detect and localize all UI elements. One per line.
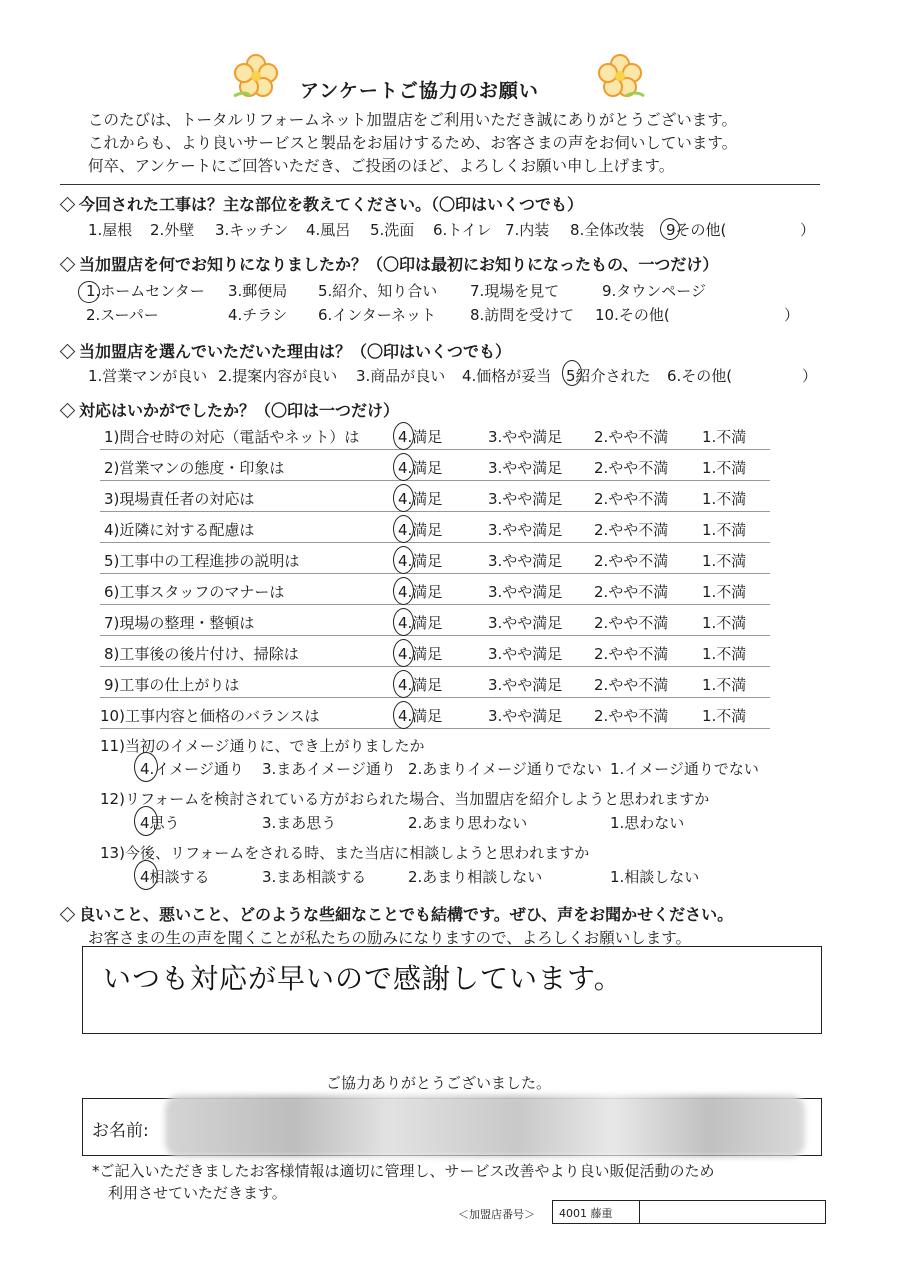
rating-option[interactable]: 3.やや満足 (488, 459, 563, 477)
question-reason: 当加盟店を選んでいただいた理由は？（〇印はいくつでも） (60, 339, 511, 362)
q2-option-other-close: ） (784, 306, 800, 324)
satisfaction-item: 8)工事後の後片付け、掃除は (104, 645, 299, 663)
q12-option[interactable]: 4思う (140, 814, 180, 832)
rating-option[interactable]: 1.不満 (702, 645, 747, 663)
rating-option[interactable]: 2.やや不満 (594, 645, 669, 663)
satisfaction-item: 2)営業マンの態度・印象は (104, 459, 285, 477)
q3-option[interactable]: 1.営業マンが良い (88, 367, 208, 385)
rating-option[interactable]: 4.満足 (398, 614, 443, 632)
satisfaction-item: 5)工事中の工程進捗の説明は (104, 552, 300, 570)
satisfaction-item: 6)工事スタッフのマナーは (104, 583, 285, 601)
diamond-bullet-icon (60, 907, 76, 923)
selected-circle-mark (134, 806, 158, 836)
q13-option[interactable]: 2.あまり相談しない (408, 868, 543, 886)
q2-option[interactable]: 2.スーパー (86, 306, 159, 324)
q1-option[interactable]: 1.屋根 (88, 221, 133, 239)
question-image-match: 11)当初のイメージ通りに、でき上がりましたか (100, 737, 425, 755)
rating-option[interactable]: 3.やや満足 (488, 614, 563, 632)
rating-option[interactable]: 2.やや不満 (594, 521, 669, 539)
page-title: アンケートご協力のお願い (300, 80, 539, 102)
row-divider (100, 728, 770, 729)
selected-circle-mark (660, 218, 680, 240)
selected-circle-mark (393, 701, 414, 729)
name-label: お名前: (92, 1121, 149, 1141)
q2-option[interactable]: 8.訪問を受けて (470, 306, 575, 324)
q3-option[interactable]: 4.価格が妥当 (462, 367, 552, 385)
rating-option[interactable]: 3.やや満足 (488, 428, 563, 446)
row-divider (100, 480, 770, 481)
satisfaction-item: 9)工事の仕上がりは (104, 676, 240, 694)
row-divider (100, 666, 770, 667)
row-divider (100, 542, 770, 543)
q12-option[interactable]: 3.まあ思う (262, 814, 337, 832)
q3-option[interactable]: 3.商品が良い (356, 367, 446, 385)
name-redacted (165, 1095, 805, 1157)
thanks-text: ご協力ありがとうございました。 (326, 1074, 552, 1092)
q2-option[interactable]: 4.チラシ (228, 306, 288, 324)
intro-line-1: このたびは、トータルリフォームネット加盟店をご利用いただき誠にありがとうございます。 (88, 111, 737, 129)
q11-option[interactable]: 1.イメージ通りでない (610, 760, 759, 778)
member-box-divider (639, 1201, 640, 1223)
satisfaction-item: 10)工事内容と価格のバランスは (100, 707, 320, 725)
row-divider (100, 635, 770, 636)
q1-option[interactable]: 8.全体改装 (570, 221, 645, 239)
q1-option[interactable]: 7.内装 (505, 221, 550, 239)
member-label: ＜加盟店番号＞ (458, 1208, 535, 1221)
q2-option[interactable]: 5.紹介、知り合い (318, 282, 438, 300)
rating-option[interactable]: 4.満足 (398, 676, 443, 694)
rating-option[interactable]: 2.やや不満 (594, 583, 669, 601)
row-divider (100, 573, 770, 574)
rating-option[interactable]: 1.不満 (702, 459, 747, 477)
q11-option[interactable]: 4.イメージ通り (140, 760, 244, 778)
selected-circle-mark (134, 860, 158, 890)
handwritten-comment: いつも対応が早いので感謝しています。 (103, 962, 623, 995)
rating-option[interactable]: 4.満足 (398, 428, 443, 446)
rating-option[interactable]: 1.不満 (702, 676, 747, 694)
q1-option-other[interactable]: 9その他( (666, 221, 727, 239)
privacy-note-line-1: *ご記入いただきましたお客様情報は適切に管理し、サービス改善やより良い販促活動のため (92, 1162, 715, 1180)
rating-option[interactable]: 4.満足 (398, 552, 443, 570)
rating-option[interactable]: 2.やや不満 (594, 707, 669, 725)
selected-circle-mark (78, 281, 100, 303)
q3-option[interactable]: 2.提案内容が良い (218, 367, 338, 385)
row-divider (100, 511, 770, 512)
selected-circle-mark (393, 639, 414, 667)
q12-option[interactable]: 2.あまり思わない (408, 814, 528, 832)
rating-option[interactable]: 4.満足 (398, 583, 443, 601)
row-divider (100, 697, 770, 698)
rating-option[interactable]: 3.やや満足 (488, 552, 563, 570)
q2-option[interactable]: 7.現場を見て (470, 282, 560, 300)
rating-option[interactable]: 2.やや不満 (594, 614, 669, 632)
selected-circle-mark (393, 422, 414, 450)
q3-option-other-close: ） (802, 367, 818, 385)
diamond-bullet-icon (60, 344, 76, 360)
q2-option[interactable]: 3.郵便局 (228, 282, 288, 300)
rating-option[interactable]: 3.やや満足 (488, 490, 563, 508)
rating-option[interactable]: 2.やや不満 (594, 676, 669, 694)
selected-circle-mark (393, 670, 414, 698)
satisfaction-item: 4)近隣に対する配慮は (104, 521, 255, 539)
rating-option[interactable]: 4.満足 (398, 490, 443, 508)
rating-option[interactable]: 1.不満 (702, 552, 747, 570)
intro-line-3: 何卒、アンケートにご回答いただき、ご投函のほど、よろしくお願い申し上げます。 (88, 157, 675, 175)
member-number-box (552, 1200, 826, 1224)
rating-option[interactable]: 3.やや満足 (488, 645, 563, 663)
satisfaction-item: 3)現場責任者の対応は (104, 490, 255, 508)
rating-option[interactable]: 4.満足 (398, 645, 443, 663)
selected-circle-mark (134, 752, 158, 782)
member-number: 4001 藤重 (559, 1207, 613, 1220)
selected-circle-mark (562, 360, 582, 386)
rating-option[interactable]: 1.不満 (702, 521, 747, 539)
q2-option[interactable]: 6.インターネット (318, 306, 436, 324)
diamond-bullet-icon (60, 257, 76, 273)
selected-circle-mark (393, 546, 414, 574)
q11-option[interactable]: 2.あまりイメージ通りでない (408, 760, 602, 778)
question-recommend: 12)リフォームを検討されている方がおられた場合、当加盟店を紹介しようと思われますか (100, 790, 710, 808)
question-satisfaction: 対応はいかがでしたか？（〇印は一つだけ） (60, 398, 399, 421)
q1-option[interactable]: 2.外壁 (150, 221, 195, 239)
rating-option[interactable]: 1.不満 (702, 707, 747, 725)
rating-option[interactable]: 3.やや満足 (488, 583, 563, 601)
selected-circle-mark (393, 577, 414, 605)
q3-option[interactable]: 5紹介された (566, 367, 651, 385)
rating-option[interactable]: 1.不満 (702, 583, 747, 601)
comments-title: 良いこと、悪いこと、どのような些細なことでも結構です。ぜひ、声をお聞かせください。 (60, 902, 733, 925)
selected-circle-mark (393, 608, 414, 636)
q2-option[interactable]: 1.ホームセンター (86, 282, 205, 300)
q1-option[interactable]: 3.キッチン (215, 221, 289, 239)
intro-line-2: これからも、より良いサービスと製品をお届けするため、お客さまの声をお伺いしています。 (88, 134, 738, 152)
q1-option[interactable]: 5.洗面 (370, 221, 415, 239)
q1-option[interactable]: 6.トイレ (433, 221, 492, 239)
question-consult-again: 13)今後、リフォームをされる時、また当店に相談しようと思われますか (100, 844, 590, 862)
q13-option[interactable]: 3.まあ相談する (262, 868, 367, 886)
question-work-type: 今回された工事は？主な部位を教えてください。（〇印はいくつでも） (60, 192, 583, 215)
diamond-bullet-icon (60, 403, 76, 419)
satisfaction-item: 7)現場の整理・整頓は (104, 614, 255, 632)
q2-option[interactable]: 9.タウンページ (602, 282, 707, 300)
rating-option[interactable]: 2.やや不満 (594, 552, 669, 570)
privacy-note-line-2: 利用させていただきます。 (108, 1184, 287, 1202)
row-divider (100, 604, 770, 605)
selected-circle-mark (393, 484, 414, 512)
rating-option[interactable]: 4.満足 (398, 521, 443, 539)
comments-box[interactable] (82, 946, 822, 1034)
selected-circle-mark (393, 453, 414, 481)
rating-option[interactable]: 3.やや満足 (488, 676, 563, 694)
rating-option[interactable]: 4.満足 (398, 459, 443, 477)
diamond-bullet-icon (60, 197, 76, 213)
q2-option-other[interactable]: 10.その他( (595, 306, 670, 324)
q1-option[interactable]: 4.風呂 (306, 221, 351, 239)
row-divider (100, 449, 770, 450)
q3-option-other[interactable]: 6.その他( (667, 367, 733, 385)
divider (60, 184, 820, 185)
q13-option[interactable]: 4相談する (140, 868, 210, 886)
q11-option[interactable]: 3.まあイメージ通り (262, 760, 396, 778)
rating-option[interactable]: 1.不満 (702, 428, 747, 446)
q13-option[interactable]: 1.相談しない (610, 868, 700, 886)
rating-option[interactable]: 1.不満 (702, 490, 747, 508)
satisfaction-item: 1)問合せ時の対応（電話やネット）は (104, 428, 360, 446)
rating-option[interactable]: 3.やや満足 (488, 521, 563, 539)
flower-decoration-right-icon (592, 52, 648, 100)
question-how-known: 当加盟店を何でお知りになりましたか？（〇印は最初にお知りになったもの、一つだけ） (60, 252, 718, 275)
rating-option[interactable]: 2.やや不満 (594, 459, 669, 477)
comments-subtitle: お客さまの生の声を聞くことが私たちの励みになりますので、よろしくお願いします。 (88, 929, 691, 947)
rating-option[interactable]: 4.満足 (398, 707, 443, 725)
q1-option-other-close: ） (800, 221, 816, 239)
flower-decoration-left-icon (228, 52, 284, 100)
selected-circle-mark (393, 515, 414, 543)
rating-option[interactable]: 1.不満 (702, 614, 747, 632)
rating-option[interactable]: 3.やや満足 (488, 707, 563, 725)
rating-option[interactable]: 2.やや不満 (594, 428, 669, 446)
q12-option[interactable]: 1.思わない (610, 814, 685, 832)
rating-option[interactable]: 2.やや不満 (594, 490, 669, 508)
